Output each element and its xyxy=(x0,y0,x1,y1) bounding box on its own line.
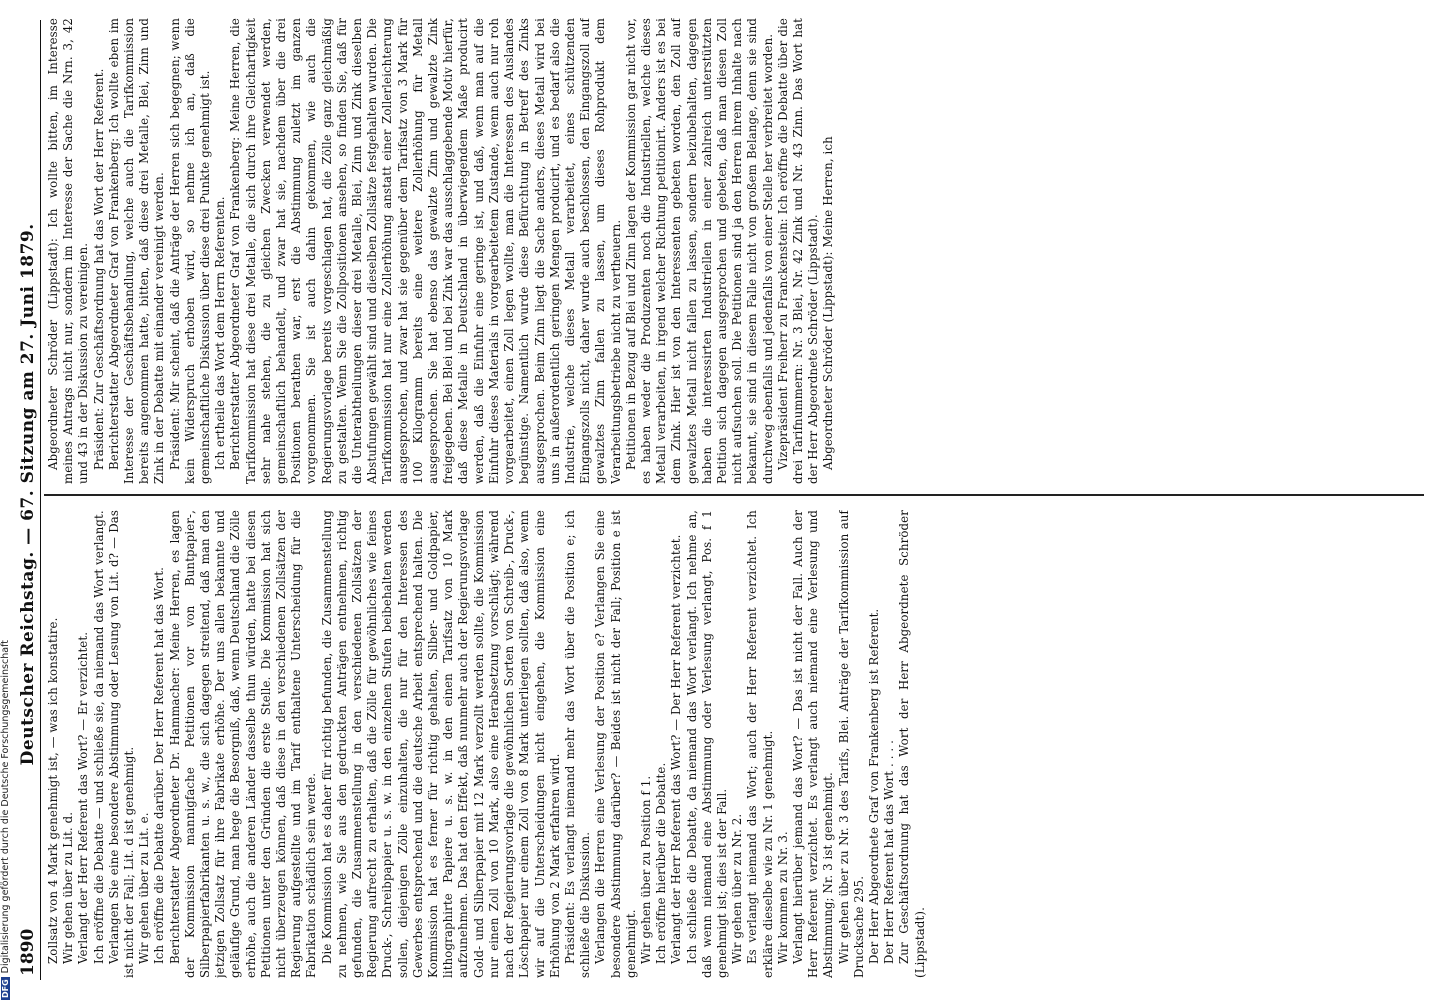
paragraph: Wir gehen über zu Nr. 3 des Tarifs, Blei. Anträge der Tarifkommission auf Drucksache 295. xyxy=(836,510,866,978)
paragraph: Verlangt der Herr Referent das Wort? — Er verzichtet. xyxy=(76,631,91,964)
paragraph: Berichterstatter Abgeordneter Dr. Hammacher: Meine Herren, es lagen der Kommission mannigfache Petitionen vor von Buntpapier-, Silberpapierfabrikanten u. s. w., die sich dagegen streitend, daß man den jetzigen Zollsatz für ihre Fabrikate erhöhe. Der uns allen bekannte und geläufige Grund, man hege die Besorgniß, daß, wenn Deutschland die Zölle erhöhe, auch die anderen Länder dasselbe thun würden, hatte bei diesen Petitionen unter den Gründen die erste Stelle. Die Kommission hat sich nicht überzeugen können, daß diese in den verschiedenen Zollsätzen der Regierung aufgestellte und im Tarif enthaltene Unterscheidung für die Fabrikation schädlich sein werde. xyxy=(167,510,319,978)
paragraph: Präsident: Es verlangt niemand mehr das Wort über die Position e; ich schließe die Diskussion. xyxy=(562,510,593,978)
side-credit xyxy=(0,600,20,1000)
digitization-note: Digitalisierung gefördert durch die Deutsche Forschungsgemeinschaft xyxy=(0,640,11,974)
paragraph: Verlangt hierüber jemand das Wort? — Das ist nicht der Fall. Auch der Herr Referent verzichtet. Es verlangt auch niemand eine Verlesung und Abstimmung; Nr. 3 ist genehmigt. xyxy=(790,510,836,978)
paragraph: Präsident: Zur Geschäftsordnung hat das Wort der Herr Referent. xyxy=(91,68,106,470)
paragraph: Wir gehen über zu Lit. d. xyxy=(61,811,76,964)
paragraph: Berichterstatter Abgeordneter Graf von Frankenberg: Ich wollte eben im Interesse der Geschäftsbehandlung, welche auch die Tarifkommission bereits angenommen hatte, bitten, daß diese drei Metalle, Blei, Zinn und Zink in der Debatte mit einander vereinigt werden. xyxy=(106,18,167,484)
paragraph: Ich schließe die Debatte, da niemand das Wort verlangt. Ich nehme an, daß wenn niemand eine Abstimmung oder Verlesung verlangt, Pos. f 1 genehmigt ist; dies ist der Fall. xyxy=(684,510,729,978)
paragraph: Zur Geschäftsordnung hat das Wort der Herr Abgeordnete Schröder (Lippstadt). xyxy=(897,510,927,978)
paragraph: Ich eröffne die Debatte darüber. Der Herr Referent hat das Wort. xyxy=(152,567,167,964)
column-divider xyxy=(44,495,1424,497)
paragraph: Verlangt der Herr Referent das Wort? — Der Herr Referent verzichtet. xyxy=(669,534,684,964)
paragraph: Abgeordneter Schröder (Lippstadt): Ich wollte bitten, im Interesse meines Antrags nicht nur, sondern im Interesse der Sache die Nrn. 3, 42 und 43 in der Diskussion zu vereinigen. xyxy=(46,18,91,484)
paragraph: Petitionen in Bezug auf Blei und Zinn lagen der Kommission gar nicht vor, es haben weder die Produzenten noch die Industriellen, welche dieses Metall verarbeiten, in irgend welcher Richtung petitionirt. Anders ist es bei dem Zink. Hier ist von den Interessenten gebeten worden, den Zoll auf gewalztes Metall nicht fallen zu lassen, sondern beizubehalten, dagegen haben die interessirten Industriellen in einer zahlreich unterstützten Petition sich dagegen ausgesprochen und gebeten, daß man diesen Zoll nicht aufsuchen soll. Die Petitionen sind ja den Herren ihrem Inhalte nach bekannt, sie sind in diesem Falle nicht von großem Belange, denn sie sind durchweg ebenfalls und jedenfalls von einer Stelle her verbreitet worden. xyxy=(623,18,775,484)
paragraph: Der Herr Abgeordnete Graf von Frankenberg ist Referent. xyxy=(866,608,881,964)
paragraph: Vizepräsident Freiherr zu Franckenstein: Ich eröffne die Debatte über die drei Tarifnummern: Nr. 3 Blei, Nr. 42 Zink und Nr. 43 Zinn. Das Wort hat der Herr Abgeordnete Schröder (Lippstadt). xyxy=(775,18,821,484)
paragraph: Die Kommission hat es daher für richtig befunden, die Zusammenstellung zu nehmen, wie Sie aus den gedruckten Anträgen entnehmen, richtig gefunden, die Zusammenstellung in den verschiedenen Zollsätzen der Regierung aufrecht zu erhalten, daß die Zölle für gewöhnliches wie feines Druck-, Schreibpapier u. s. w. in den einzelnen Stufen beibehalten werden sollen, diejenigen Zölle einzuhalten, die nur für den Interessen des Gewerbes entsprechend und die deutsche Arbeit entsprechend halten. Die Kommission hat es ferner für richtig gehalten, Silber- und Goldpapier, lithographirte Papiere u. s. w. in den einen Tarifsatz von 10 Mark aufzunehmen. Das hat den Effekt, daß nunmehr auch der Regierungsvorlage Gold- und Silberpapier mit 12 Mark verzollt werden sollte, die Kommission nur einen Zoll von 10 Mark, also eine Herabsetzung vorschlägt; während nach der Regierungsvorlage die gewöhnlichen Sorten von Schreib-, Druck-, Löschpapier nur einem Zoll von 8 Mark unterliegen sollten, daß also, wenn wir auf die Unterscheidungen nicht eingehen, die Kommission eine Erhöhung von 2 Mark erfahren wird. xyxy=(319,510,562,978)
paragraph: Es verlangt niemand das Wort; auch der Herr Referent verzichtet. Ich erkläre dieselbe wie zu Nr. 1 genehmigt. xyxy=(745,510,775,978)
paragraph: Wir gehen über zu Lit. e. xyxy=(137,812,152,964)
paragraph: Zollsatz von 4 Mark genehmigt ist, — was ich konstatire. xyxy=(46,617,60,964)
paragraph: Verlangen die Herren eine Verlesung der Position e? Verlangen Sie eine besondere Abstimmung darüber? — Beides ist nicht der Fall; Position e ist genehmigt. xyxy=(593,510,638,978)
paragraph: Ich eröffne hierüber die Debatte. xyxy=(654,762,669,964)
paragraph: Ich eröffne die Debatte — und schließe sie, da niemand das Wort verlangt. xyxy=(91,510,106,964)
column-right xyxy=(46,18,1416,484)
paragraph: Verlangen Sie eine besondere Abstimmung oder Lesung von Lit. d? — Das ist nicht der Fall; Lit. d ist genehmigt. xyxy=(106,510,137,978)
dfg-logo: DFG xyxy=(1,979,10,998)
paragraph: Berichterstatter Abgeordneter Graf von Frankenberg: Meine Herren, die Tarifkommission hat diese drei Metalle, die sich durch ihre Gleichartigkeit sehr nahe stehen, die zu gleichen Zwecken verwendet werden, gemeinschaftlich behandelt, und zwar hat sie, nachdem über die drei Positionen berathen war, erst die Abstimmung zuletzt im ganzen vorgenommen. Sie ist auch dahin gekommen, wie auch die Regierungsvorlage bereits vorgeschlagen hat, die Zölle ganz gleichmäßig zu gestalten. Wenn Sie die Zollpositionen ansehen, so finden Sie, daß für die Unterabtheilungen dieser drei Metalle, Blei, Zinn und Zink dieselben Abstufungen gewählt sind und dieselben Zollsätze festgehalten wurden. Die Tarifkommission hat nur eine Zollerhöhung anstatt einer Zollerleichterung ausgesprochen, und zwar hat sie gegenüber dem Tarifsatz von 3 Mark für 100 Kilogramm bereits eine weitere Zollerhöhung für Metall ausgesprochen. Sie hat ebenso das gewalzte Zinn und gewalzte Zink freigegeben. Bei Blei und bei Zink war das ausschlaggebende Motiv hierfür, daß diese Metalle in Deutschland in überwiegendem Maße producirt werden, daß die Einfuhr eine geringe ist, und daß, wenn man auf die Einfuhr dieses Materials in vorgearbeitetem Zustande, wenn auch nur roh vorgearbeitet, einen Zoll legen wollte, man die Interessen des Auslandes begünstige. Namentlich wurde diese Befürchtung in Betreff des Zinks ausgesprochen. Beim Zinn liegt die Sache anders, dieses Metall wird bei uns in außerordentlich geringen Mengen producirt, und es bedarf also die Industrie, welche dieses Metall verarbeitet, eines schützenden Eingangszolls nicht, daher wurde auch beschlossen, den Eingangszoll auf gewalztes Zinn fallen zu lassen, um dieses Rohprodukt dem Verarbeitungsbetriebe nicht zu vertheuern. xyxy=(228,18,623,484)
paragraph: Der Herr Referent hat das Wort . . . . xyxy=(882,739,897,964)
paragraph: Ich ertheile das Wort dem Herrn Referenten. xyxy=(213,196,228,470)
page-number: 1890 xyxy=(18,928,38,976)
column-left xyxy=(46,510,1416,978)
paragraph: Wir gehen über zu Nr. 2. xyxy=(730,813,745,964)
paragraph: Wir kommen zu Nr. 3. xyxy=(775,831,790,964)
paragraph: Präsident: Mir scheint, daß die Anträge der Herren sich begegnen; wenn kein Widerspruch erhoben wird, so nehme ich an, daß die gemeinschaftliche Diskussion über diese drei Punkte genehmigt ist. xyxy=(167,18,213,484)
page-title: Deutscher Reichstag. — 67. Sitzung am 27. Juni 1879. xyxy=(18,223,38,766)
paragraph: Wir gehen über zu Position f 1. xyxy=(638,775,653,964)
paragraph: Abgeordneter Schröder (Lippstadt): Meine Herren, ich xyxy=(821,136,836,470)
